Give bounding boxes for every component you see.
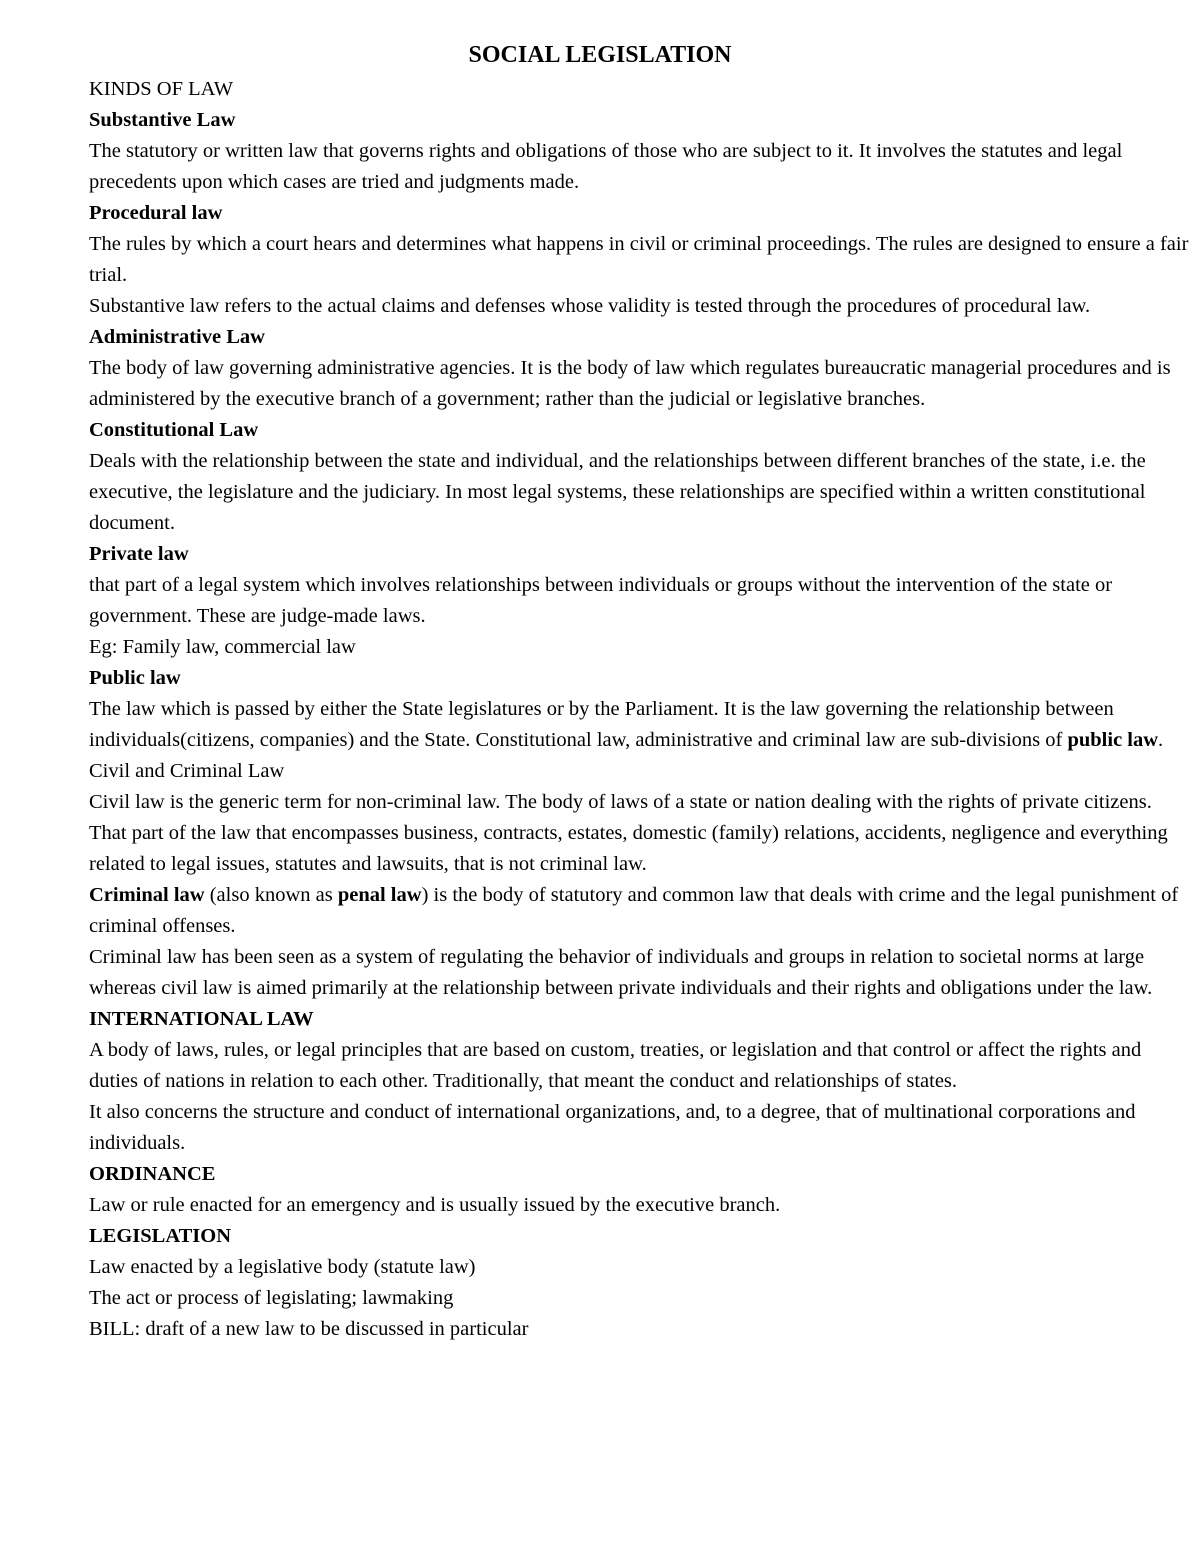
criminal-law-comparison: Criminal law has been seen as a system of regulating the behavior of individuals and groups in relation to societal norms at large whereas civil law is aimed primarily at the relationship between private individuals and their rights and obligations under the law. bbox=[89, 946, 1153, 999]
criminal-law-definition-rest: ) is the body of statutory and common law that deals with crime and the legal punishment of criminal offenses. bbox=[89, 884, 1179, 937]
civil-law-scope: That part of the law that encompasses business, contracts, estates, domestic (family) relations, accidents, negligence and everything related to legal issues, statutes and lawsuits, that is not criminal law. bbox=[89, 822, 1168, 875]
procedural-law-note: Substantive law refers to the actual claims and defenses whose validity is tested through the procedures of procedural law. bbox=[89, 295, 1091, 317]
public-law-text bbox=[89, 694, 1193, 756]
private-law-example: Eg: Family law, commercial law bbox=[89, 636, 356, 658]
private-law-text: that part of a legal system which involves relationships between individuals or groups without the intervention of the state or government. These are judge-made laws. bbox=[89, 574, 1113, 627]
public-law-heading: Public law bbox=[89, 667, 181, 689]
document-body bbox=[89, 36, 1193, 1345]
ordinance-heading: ORDINANCE bbox=[89, 1163, 216, 1185]
legislation-process: The act or process of legislating; lawmaking bbox=[89, 1287, 454, 1309]
administrative-law-heading: Administrative Law bbox=[89, 326, 265, 348]
substantive-law-heading: Substantive Law bbox=[89, 109, 236, 131]
private-law-heading: Private law bbox=[89, 543, 189, 565]
criminal-law-definition bbox=[89, 880, 1193, 942]
public-law-text-main: The law which is passed by either the State legislatures or by the Parliament. It is the law governing the relationship between individuals(citizens, companies) and the State. Constitutional law, administrative and criminal law are sub-divisions of bbox=[89, 698, 1114, 751]
legislation-heading: LEGISLATION bbox=[89, 1225, 232, 1247]
bill-definition: BILL: draft of a new law to be discussed in particular bbox=[89, 1318, 529, 1340]
civil-criminal-heading: Civil and Criminal Law bbox=[89, 760, 285, 782]
international-law-text: A body of laws, rules, or legal principles that are based on custom, treaties, or legislation and that control or affect the rights and duties of nations in relation to each other. Traditionally, that meant the conduct and relationships of states. bbox=[89, 1039, 1142, 1092]
procedural-law-heading: Procedural law bbox=[89, 202, 223, 224]
penal-law-term: penal law bbox=[337, 884, 422, 906]
public-law-text-end: . bbox=[1158, 729, 1164, 751]
international-law-heading: INTERNATIONAL LAW bbox=[89, 1008, 314, 1030]
ordinance-text: Law or rule enacted for an emergency and is usually issued by the executive branch. bbox=[89, 1194, 781, 1216]
constitutional-law-text: Deals with the relationship between the state and individual, and the relationships between different branches of the state, i.e. the executive, the legislature and the judiciary. In most legal systems, these relationships are specified within a written constitutional document. bbox=[89, 450, 1146, 534]
international-law-scope: It also concerns the structure and conduct of international organizations, and, to a degree, that of multinational corporations and individuals. bbox=[89, 1101, 1136, 1154]
kinds-of-law-heading: KINDS OF LAW bbox=[89, 78, 234, 100]
administrative-law-text: The body of law governing administrative agencies. It is the body of law which regulates bureaucratic managerial procedures and is administered by the executive branch of a government; rather than the judicial or legislative branches. bbox=[89, 357, 1171, 410]
constitutional-law-heading: Constitutional Law bbox=[89, 419, 259, 441]
procedural-law-text: The rules by which a court hears and determines what happens in civil or criminal proceedings. The rules are designed to ensure a fair trial. bbox=[89, 233, 1189, 286]
criminal-law-term: Criminal law bbox=[89, 884, 205, 906]
civil-law-definition: Civil law is the generic term for non-criminal law. The body of laws of a state or nation dealing with the rights of private citizens. bbox=[89, 791, 1152, 813]
criminal-law-aka: (also known as bbox=[204, 884, 338, 906]
substantive-law-text: The statutory or written law that governs rights and obligations of those who are subject to it. It involves the statutes and legal precedents upon which cases are tried and judgments made. bbox=[89, 140, 1123, 193]
document-title: SOCIAL LEGISLATION bbox=[468, 42, 732, 68]
public-law-emphasis: public law bbox=[1067, 729, 1159, 751]
legislation-definition: Law enacted by a legislative body (statute law) bbox=[89, 1256, 476, 1278]
